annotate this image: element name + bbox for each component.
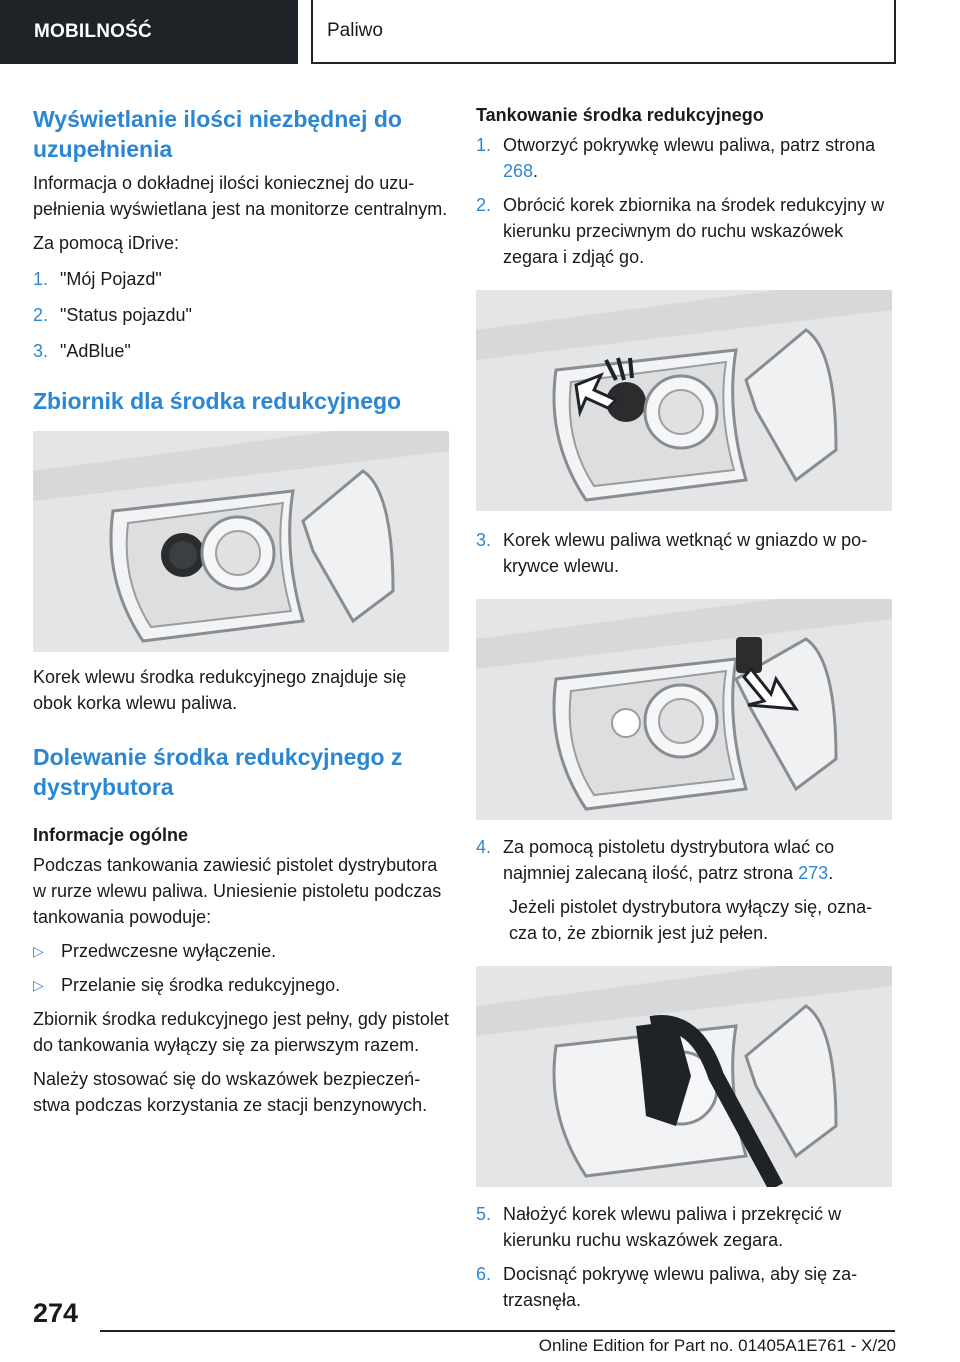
step-text: Docisnąć pokrywę wlewu paliwa, aby się zatrzasnęła.	[503, 1264, 858, 1310]
left-column	[33, 100, 449, 1118]
list-item	[476, 834, 892, 886]
paragraph-tank-full: Zbiornik środka redukcyjnego jest pełny, gdy pistolet do tankowania wyłączy się za pierwszym razem.	[33, 1009, 449, 1055]
step-text-main: Za pomocą pistoletu dystrybutora wlać co najmniej zalecaną ilość, patrz strona	[503, 837, 835, 883]
dispenser-illustration	[476, 966, 892, 1187]
remove-cap-illustration	[476, 290, 892, 511]
step-number: 5.	[476, 1204, 492, 1224]
list-item	[33, 938, 449, 964]
paragraph-idrive: Za pomocą iDrive:	[33, 233, 180, 253]
chapter-title: Paliwo	[327, 20, 383, 41]
figure-stow-cap	[476, 599, 892, 820]
list-item	[476, 132, 892, 184]
list-item	[476, 1261, 892, 1313]
step-number: 2.	[33, 305, 49, 325]
note-dispenser-cutoff: Jeżeli pistolet dystrybutora wyłączy się, oznacza to, że zbiornik jest już pełen.	[509, 897, 873, 943]
step-number: 4.	[476, 837, 492, 857]
section-tab	[0, 0, 298, 64]
bullet-triangle-icon: ▷	[33, 943, 44, 959]
step-text-main: Otworzyć pokrywkę wlewu paliwa, patrz strona	[503, 135, 876, 155]
list-item	[476, 527, 892, 579]
paragraph-hang-nozzle: Podczas tankowania zawiesić pistolet dystrybutora w rurze wlewu paliwa. Uniesienie pistoletu podczas tankowania powoduje:	[33, 855, 442, 927]
step-text	[503, 834, 892, 886]
list-item	[33, 302, 449, 328]
figure-dispenser	[476, 966, 892, 1187]
idrive-steps	[33, 266, 449, 364]
list-item	[476, 192, 892, 270]
list-item	[33, 266, 449, 292]
heading-refuelling: Tankowanie środka redukcyjnego	[476, 105, 764, 125]
list-item	[33, 338, 449, 364]
heading-display-amount: Wyświetlanie ilości niezbędnej do uzupełnienia	[33, 106, 402, 162]
refuel-steps-b	[476, 527, 892, 579]
consequence-list	[33, 938, 449, 998]
page-number: 274	[33, 1298, 79, 1328]
bullet-triangle-icon: ▷	[33, 977, 44, 993]
bullet-text: Przedwczesne wyłączenie.	[61, 941, 277, 961]
right-column	[476, 100, 892, 1313]
list-item	[476, 1201, 892, 1253]
figure-tank-location	[33, 431, 449, 652]
heading-refill-dispenser: Dolewanie środka redukcyjnego z dystrybutora	[33, 744, 403, 800]
step-number: 3.	[476, 530, 492, 550]
step-text: Obrócić korek zbiornika na środek redukcyjny w kierunku przeciwnym do ruchu wskazówek zegara i zdjąć go.	[503, 195, 885, 267]
page-link-273[interactable]: 273	[798, 863, 829, 883]
step-number: 2.	[476, 195, 492, 215]
paragraph-display-info: Informacja o dokładnej ilości koniecznej do uzupełnienia wyświetlana jest na monitorze centralnym.	[33, 173, 448, 219]
step-text: "Mój Pojazd"	[60, 269, 162, 289]
step-number: 6.	[476, 1264, 492, 1284]
step-text: "AdBlue"	[60, 341, 131, 361]
stow-cap-illustration	[476, 599, 892, 820]
step-text: Korek wlewu paliwa wetknąć w gniazdo w pokrywce wlewu.	[503, 530, 868, 576]
step-text	[503, 132, 892, 184]
figure-remove-cap	[476, 290, 892, 511]
refuel-steps-a	[476, 132, 892, 270]
step-text: Nałożyć korek wlewu paliwa i przekręcić w kierunku ruchu wskazówek zegara.	[503, 1204, 842, 1250]
refuel-steps-c	[476, 834, 892, 886]
step-number: 1.	[33, 269, 49, 289]
chapter-tab	[311, 0, 896, 64]
step-number: 1.	[476, 135, 492, 155]
page-link-268[interactable]: 268	[503, 161, 534, 181]
footer-divider	[100, 1330, 895, 1332]
step-text-end: .	[533, 161, 539, 181]
step-text-end: .	[828, 863, 834, 883]
bullet-text: Przelanie się środka redukcyjnego.	[61, 975, 341, 995]
subheading-general-info: Informacje ogólne	[33, 825, 189, 845]
paragraph-safety: Należy stosować się do wskazówek bezpieczeństwa podczas korzystania ze stacji benzynowych.	[33, 1069, 428, 1115]
section-title: MOBILNOŚĆ	[34, 21, 152, 42]
fuel-flap-illustration	[33, 431, 449, 652]
step-text: "Status pojazdu"	[60, 305, 192, 325]
caption-tank-location: Korek wlewu środka redukcyjnego znajduje się obok korka wlewu paliwa.	[33, 667, 407, 713]
heading-reductant-tank: Zbiornik dla środka redukcyjnego	[33, 388, 402, 414]
list-item	[33, 972, 449, 998]
refuel-steps-d	[476, 1201, 892, 1313]
step-number: 3.	[33, 341, 49, 361]
edition-footer: Online Edition for Part no. 01405A1E761 - X/20	[538, 1336, 896, 1355]
